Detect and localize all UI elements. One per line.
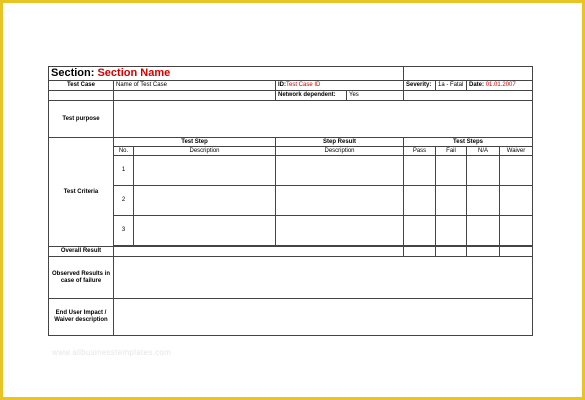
test-purpose-field[interactable] [114, 101, 533, 138]
step-waiver[interactable] [500, 156, 533, 186]
step-result[interactable] [276, 156, 404, 186]
step-pass[interactable] [404, 216, 436, 246]
severity-value[interactable]: 1a - Fatal [436, 81, 467, 91]
test-case-sheet [48, 66, 533, 336]
network-row [49, 91, 533, 101]
test-case-label: Test Case [49, 81, 114, 91]
step-waiver[interactable] [500, 186, 533, 216]
step-result-header: Step Result [276, 138, 404, 147]
step-number: 2 [114, 186, 134, 216]
overall-fail[interactable] [436, 247, 467, 257]
step-pass[interactable] [404, 186, 436, 216]
step-number: 1 [114, 156, 134, 186]
date-label: Date: [469, 82, 485, 89]
test-case-id-cell[interactable] [276, 81, 404, 91]
na-header: N/A [467, 147, 500, 156]
step-na[interactable] [467, 216, 500, 246]
step-fail[interactable] [436, 186, 467, 216]
step-waiver[interactable] [500, 216, 533, 246]
section-label: Section: [51, 67, 95, 80]
network-dependent-label: Network dependent: [276, 91, 347, 101]
overall-result-row [49, 247, 533, 257]
network-row-blank-2[interactable] [114, 91, 276, 101]
overall-waiver[interactable] [500, 247, 533, 257]
observed-results-row [49, 257, 533, 299]
test-case-row [49, 81, 533, 91]
network-row-blank-3 [404, 91, 533, 101]
end-user-impact-field[interactable] [114, 299, 533, 336]
description-header: Description [134, 147, 276, 156]
section-title [49, 67, 404, 81]
end-user-impact-row [49, 299, 533, 336]
severity-label: Severity: [404, 81, 436, 91]
waiver-header: Waiver [500, 147, 533, 156]
step-fail[interactable] [436, 216, 467, 246]
test-criteria-label: Test Criteria [49, 138, 114, 247]
step-description[interactable] [134, 186, 276, 216]
id-value: Test Case ID [286, 82, 321, 89]
observed-results-label: Observed Results in case of failure [49, 257, 114, 299]
step-description[interactable] [134, 156, 276, 186]
section-name: Section Name [97, 67, 171, 80]
network-dependent-value[interactable]: Yes [347, 91, 404, 101]
end-user-impact-label: End User Impact / Waiver description [49, 299, 114, 336]
step-result[interactable] [276, 216, 404, 246]
step-number: 3 [114, 216, 134, 246]
test-steps-header: Test Steps [404, 138, 533, 147]
step-na[interactable] [467, 186, 500, 216]
test-purpose-row [49, 101, 533, 138]
step-row [49, 156, 533, 186]
step-row [49, 186, 533, 216]
step-pass[interactable] [404, 156, 436, 186]
fail-header: Fail [436, 147, 467, 156]
test-step-header: Test Step [114, 138, 276, 147]
watermark: www.allbusinesstemplates.com [52, 348, 172, 357]
test-purpose-label: Test purpose [49, 101, 114, 138]
date-cell[interactable] [467, 81, 533, 91]
section-title-blank [404, 67, 533, 81]
overall-result-label: Overall Result [49, 247, 114, 257]
observed-results-field[interactable] [114, 257, 533, 299]
name-of-test-case[interactable]: Name of Test Case [114, 81, 276, 91]
overall-pass[interactable] [404, 247, 436, 257]
id-label: ID: [278, 82, 286, 89]
result-description-header: Description [276, 147, 404, 156]
no-header: No. [114, 147, 134, 156]
overall-result-field[interactable] [114, 247, 404, 257]
step-fail[interactable] [436, 156, 467, 186]
network-row-blank-1 [49, 91, 114, 101]
step-result[interactable] [276, 186, 404, 216]
overall-na[interactable] [467, 247, 500, 257]
steps-subheader-row [49, 147, 533, 156]
section-row [49, 67, 533, 81]
date-value: 01.01.2007 [485, 82, 516, 89]
step-na[interactable] [467, 156, 500, 186]
pass-header: Pass [404, 147, 436, 156]
steps-header-row [49, 138, 533, 147]
step-row [49, 216, 533, 246]
step-description[interactable] [134, 216, 276, 246]
